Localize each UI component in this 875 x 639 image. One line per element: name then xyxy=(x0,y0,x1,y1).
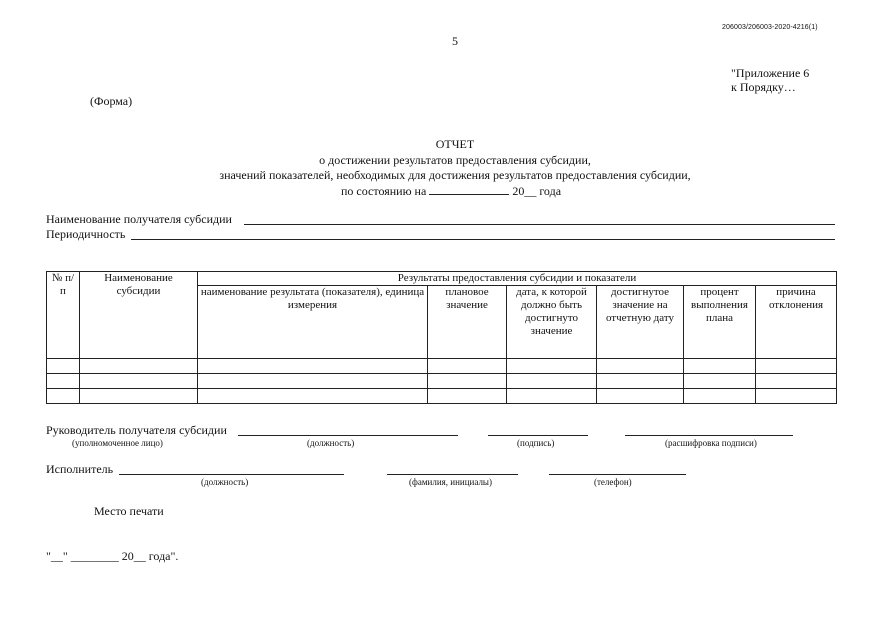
executor-name-caption: (фамилия, инициалы) xyxy=(409,477,492,487)
decoding-caption: (расшифровка подписи) xyxy=(665,438,757,448)
signature-caption: (подпись) xyxy=(517,438,555,448)
report-date-line xyxy=(341,183,561,198)
table-cell[interactable] xyxy=(756,389,837,404)
col-deadline-header: дата, к которой должно быть достигнуто значение xyxy=(507,286,597,359)
col-percent-header: процент выполнения плана xyxy=(684,286,756,359)
periodicity-input-line[interactable] xyxy=(131,239,835,240)
table-cell[interactable] xyxy=(684,374,756,389)
recipient-label: Наименование получателя субсидии xyxy=(46,212,232,226)
col-reason-header: причина отклонения xyxy=(756,286,837,359)
document-number: 206003/206003-2020-4216(1) xyxy=(722,24,818,31)
appendix-line-2: к Порядку… xyxy=(731,80,796,94)
executor-phone-line[interactable] xyxy=(549,474,686,475)
seal-label: Место печати xyxy=(94,504,164,518)
col-result-header: наименование результата (показателя), единица измерения xyxy=(198,286,428,359)
table-cell[interactable] xyxy=(80,389,198,404)
table-cell[interactable] xyxy=(756,359,837,374)
table-cell[interactable] xyxy=(47,389,80,404)
date-blank[interactable] xyxy=(429,183,509,195)
date-year: 20__ года xyxy=(512,184,562,198)
report-title: ОТЧЕТ xyxy=(435,137,475,151)
head-sublabel: (уполномоченное лицо) xyxy=(72,438,163,448)
appendix-line-1: "Приложение 6 xyxy=(731,66,810,80)
table-cell[interactable] xyxy=(428,374,507,389)
executor-name-line[interactable] xyxy=(387,474,518,475)
table-row xyxy=(47,359,837,374)
executor-label: Исполнитель xyxy=(46,462,114,476)
table-cell[interactable] xyxy=(507,374,597,389)
table-cell[interactable] xyxy=(47,374,80,389)
results-table xyxy=(46,271,837,404)
report-subtitle-2: значений показателей, необходимых для достижения результатов предоставления субсидии, xyxy=(219,168,691,182)
table-cell[interactable] xyxy=(198,359,428,374)
table-cell[interactable] xyxy=(684,389,756,404)
date-line: "__" ________ 20__ года". xyxy=(46,549,179,563)
table-cell[interactable] xyxy=(198,389,428,404)
col-number-header: № п/п xyxy=(47,272,80,359)
col-group-header: Результаты предоставления субсидии и показатели xyxy=(198,272,837,286)
table-cell[interactable] xyxy=(756,374,837,389)
executor-position-caption: (должность) xyxy=(201,477,249,487)
form-label: (Форма) xyxy=(90,94,133,108)
col-planned-header: плановое значение xyxy=(428,286,507,359)
head-decoding-line[interactable] xyxy=(625,435,793,436)
head-signature-line[interactable] xyxy=(488,435,588,436)
position-caption: (должность) xyxy=(307,438,355,448)
table-cell[interactable] xyxy=(428,359,507,374)
table-cell[interactable] xyxy=(684,359,756,374)
table-cell[interactable] xyxy=(597,389,684,404)
table-cell[interactable] xyxy=(597,374,684,389)
table-cell[interactable] xyxy=(507,359,597,374)
table-cell[interactable] xyxy=(198,374,428,389)
head-label: Руководитель получателя субсидии xyxy=(46,423,227,437)
report-subtitle-1: о достижении результатов предоставления субсидии, xyxy=(319,153,591,167)
table-cell[interactable] xyxy=(80,359,198,374)
table-row xyxy=(47,374,837,389)
table-cell[interactable] xyxy=(597,359,684,374)
table-cell[interactable] xyxy=(507,389,597,404)
recipient-input-line[interactable] xyxy=(244,224,835,225)
table-cell[interactable] xyxy=(47,359,80,374)
date-prefix: по состоянию на xyxy=(341,184,427,198)
col-subsidy-header: Наименование субсидии xyxy=(80,272,198,359)
col-achieved-header: достигнутое значение на отчетную дату xyxy=(597,286,684,359)
page-number: 5 xyxy=(452,34,458,48)
periodicity-label: Периодичность xyxy=(46,227,126,241)
head-position-line[interactable] xyxy=(238,435,458,436)
executor-position-line[interactable] xyxy=(119,474,344,475)
table-cell[interactable] xyxy=(428,389,507,404)
table-header-row xyxy=(47,272,837,286)
table-row xyxy=(47,389,837,404)
executor-phone-caption: (телефон) xyxy=(594,477,632,487)
table-cell[interactable] xyxy=(80,374,198,389)
